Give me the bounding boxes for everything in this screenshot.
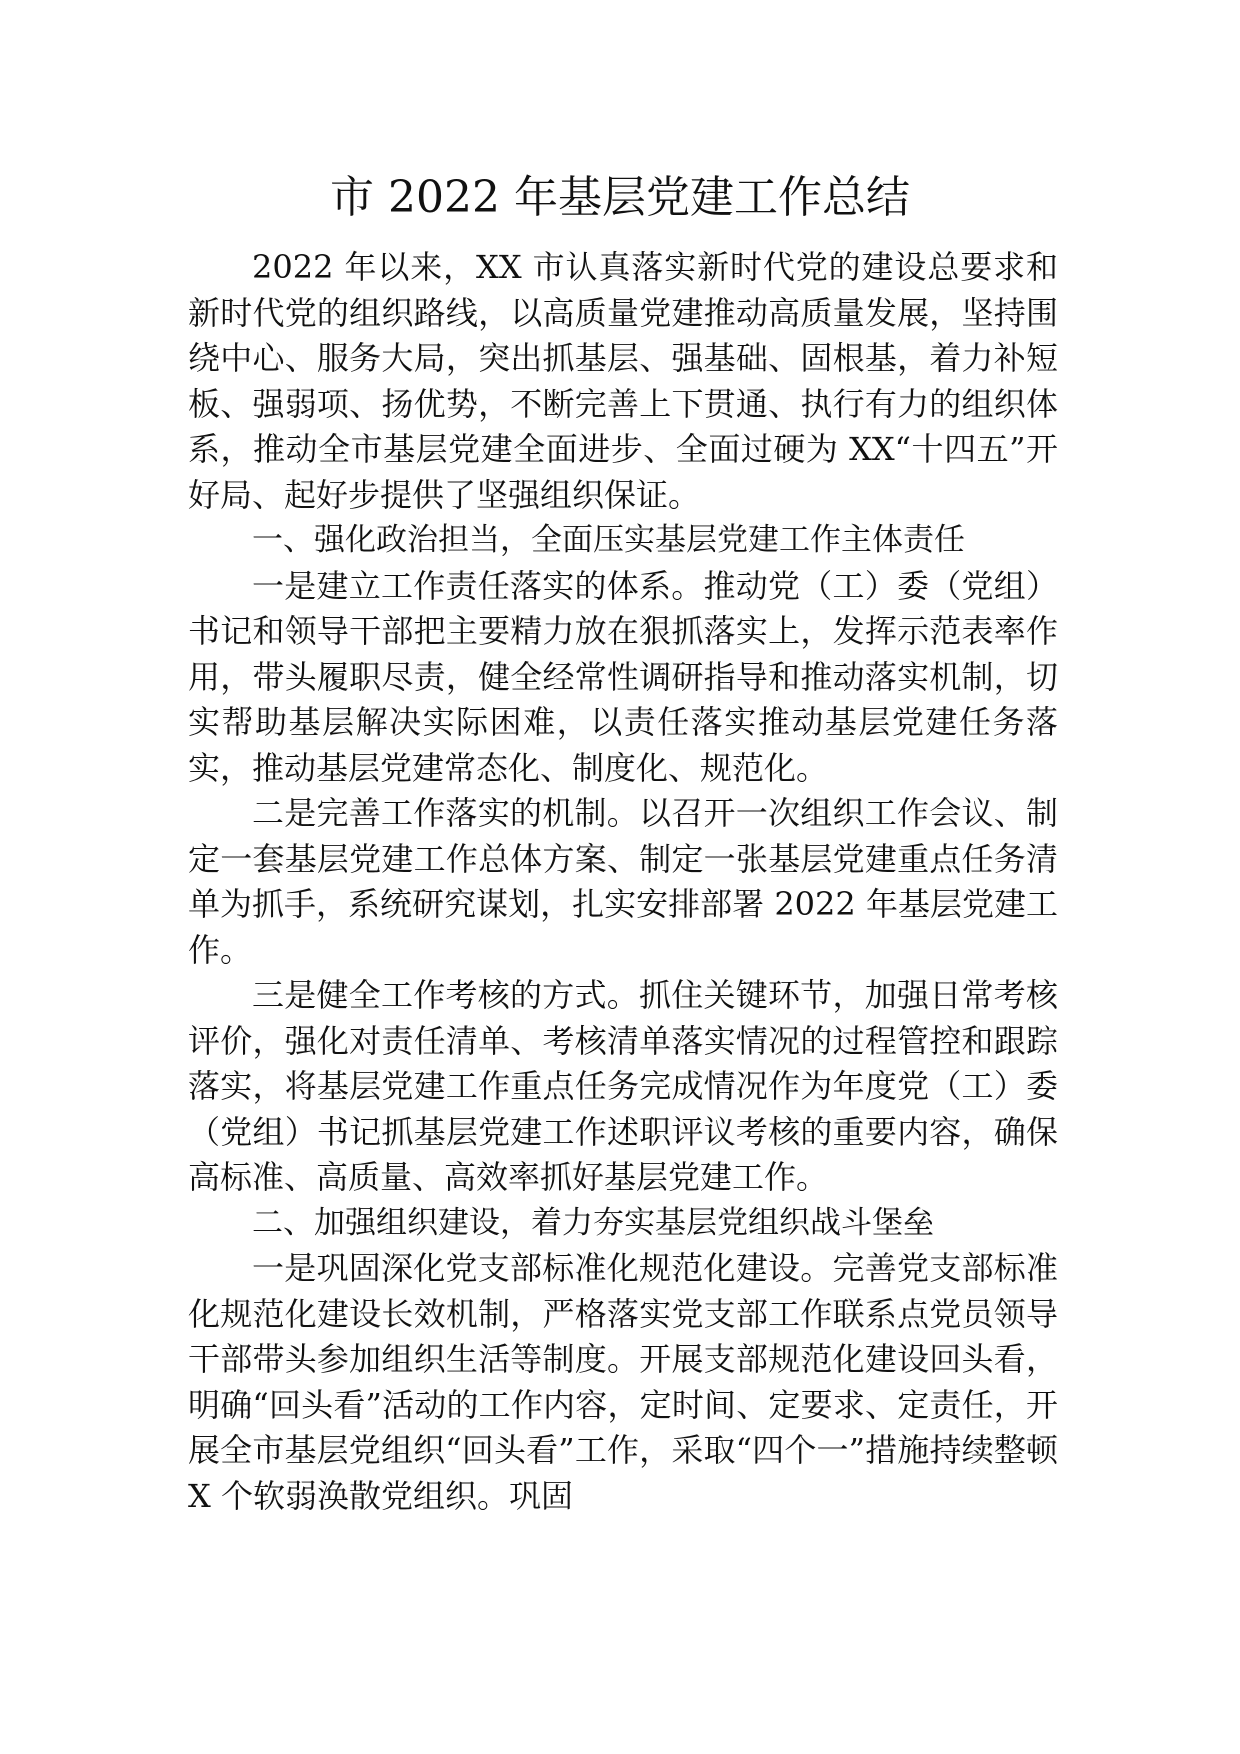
section-heading-2: 二、加强组织建设，着力夯实基层党组织战斗堡垒 xyxy=(252,1204,934,1241)
section-1-paragraph-2: 二是完善工作落实的机制。以召开一次组织工作会议、制定一套基层党建工作总体方案、制定一张基层党建重点任务清单为抓手，系统研究谋划，扎实安排部署 2022 年基层党建工作。 xyxy=(188,794,1058,969)
document-title: 市 2022 年基层党建工作总结 xyxy=(330,172,910,223)
intro-paragraph: 2022 年以来，XX 市认真落实新时代党的建设总要求和新时代党的组织路线，以高质量党建推动高质量发展，坚持围绕中心、服务大局，突出抓基层、强基础、固根基，着力补短板、强弱项、扬优势，不断完善上下贯通、执行有力的组织体系，推动全市基层党建全面进步、全面过硬为 XX“十四五”开好局、起好步提供了坚强组织保证。 xyxy=(188,248,1058,514)
document-body xyxy=(188,245,1058,1519)
section-2-paragraph-1: 一是巩固深化党支部标准化规范化建设。完善党支部标准化规范化建设长效机制，严格落实党支部工作联系点党员领导干部带头参加组织生活等制度。开展支部规范化建设回头看，明确“回头看”活动的工作内容，定时间、定要求、定责任，开展全市基层党组织“回头看”工作，采取“四个一”措施持续整顿 X 个软弱涣散党组织。巩固 xyxy=(188,1249,1058,1515)
section-1-paragraph-3: 三是健全工作考核的方式。抓住关键环节，加强日常考核评价，强化对责任清单、考核清单落实情况的过程管控和跟踪落实，将基层党建工作重点任务完成情况作为年度党（工）委（党组）书记抓基层党建工作述职评议考核的重要内容，确保高标准、高质量、高效率抓好基层党建工作。 xyxy=(188,976,1058,1196)
section-heading-1: 一、强化政治担当，全面压实基层党建工作主体责任 xyxy=(252,522,965,558)
section-1-paragraph-1: 一是建立工作责任落实的体系。推动党（工）委（党组）书记和领导干部把主要精力放在狠抓落实上，发挥示范表率作用，带头履职尽责，健全经常性调研指导和推动落实机制，切实帮助基层解决实际困难，以责任落实推动基层党建任务落实，推动基层党建常态化、制度化、规范化。 xyxy=(188,566,1058,787)
